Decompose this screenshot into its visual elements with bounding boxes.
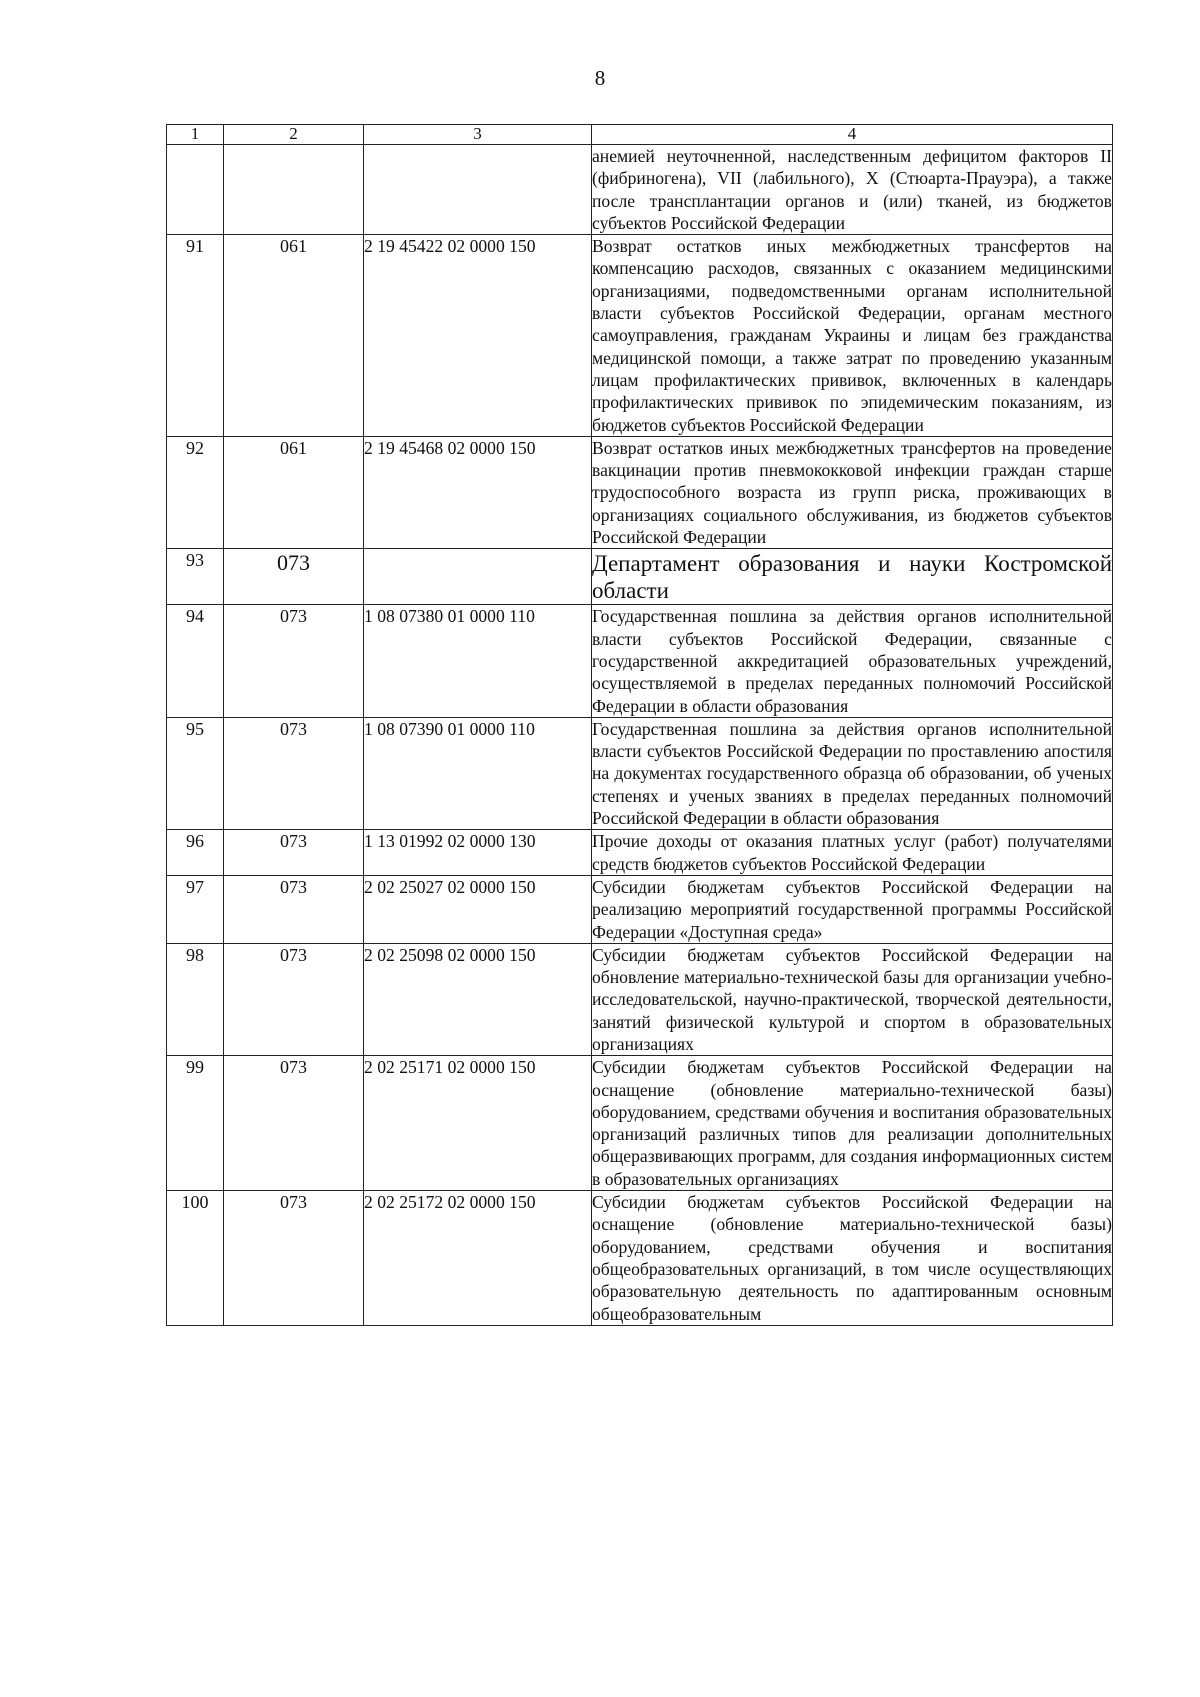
budget-classification-code: 2 19 45468 02 0000 150 <box>364 436 592 548</box>
table-row <box>167 717 1113 829</box>
table-row <box>167 943 1113 1055</box>
row-number: 94 <box>167 605 224 717</box>
budget-classification-code: 2 02 25171 02 0000 150 <box>364 1056 592 1191</box>
admin-code <box>224 145 364 235</box>
table-row <box>167 436 1113 548</box>
revenue-description: Субсидии бюджетам субъектов Российской Федерации на реализацию мероприятий государственной программы Российской Федерации «Доступная среда» <box>592 876 1112 942</box>
column-header-3: 3 <box>364 125 592 145</box>
admin-code: 061 <box>224 436 364 548</box>
table-row <box>167 145 1113 235</box>
row-number: 92 <box>167 436 224 548</box>
revenue-description: Субсидии бюджетам субъектов Российской Федерации на оснащение (обновление материально-технической базы) оборудованием, средствами обучения и воспитания образовательных организаций различных типов для реализации дополнительных общеразвивающих программ, для создания информационных систем в образовательных организациях <box>592 1057 1112 1189</box>
budget-classification-code: 2 02 25027 02 0000 150 <box>364 875 592 943</box>
row-number: 100 <box>167 1191 224 1326</box>
row-number: 97 <box>167 875 224 943</box>
table-header-row <box>167 125 1113 145</box>
row-number: 98 <box>167 943 224 1055</box>
row-number <box>167 145 224 235</box>
admin-code: 073 <box>224 1191 364 1326</box>
table-row <box>167 875 1113 943</box>
table-row <box>167 830 1113 876</box>
revenue-description: Субсидии бюджетам субъектов Российской Федерации на оснащение (обновление материально-технической базы) оборудованием, средствами обучения и воспитания общеобразовательных организаций, в том числе осуществляющих образовательную деятельность по адаптированным основным общеобразовательным <box>592 1192 1112 1324</box>
table-row-department-heading <box>167 549 1113 605</box>
column-header-4: 4 <box>592 125 1113 145</box>
admin-code: 073 <box>224 605 364 717</box>
table-row <box>167 1056 1113 1191</box>
table-row <box>167 1191 1113 1326</box>
budget-classification-code <box>364 549 592 605</box>
column-header-1: 1 <box>167 125 224 145</box>
admin-code: 073 <box>224 875 364 943</box>
revenue-description: Субсидии бюджетам субъектов Российской Федерации на обновление материально-технической базы для организации учебно-исследовательской, научно-практической, творческой деятельности, занятий физической культурой и спортом в образовательных организациях <box>592 944 1112 1054</box>
admin-code: 061 <box>224 235 364 437</box>
revenue-description: Возврат остатков иных межбюджетных трансфертов на проведение вакцинации против пневмококковой инфекции граждан старше трудоспособного возраста из групп риска, проживающих в организациях социального обслуживания, из бюджетов субъектов Российской Федерации <box>592 437 1112 548</box>
revenue-description: анемией неуточненной, наследственным дефицитом факторов II (фибриногена), VII (лабильного), X (Стюарта-Прауэра), а также после трансплантации органов и (или) тканей, из бюджетов субъектов Российской Федерации <box>592 146 1112 233</box>
admin-code: 073 <box>224 830 364 876</box>
table-row <box>167 235 1113 437</box>
budget-classification-code: 2 02 25098 02 0000 150 <box>364 943 592 1055</box>
admin-code: 073 <box>224 717 364 829</box>
admin-code: 073 <box>224 943 364 1055</box>
row-number: 93 <box>167 549 224 605</box>
revenue-description: Государственная пошлина за действия органов исполнительной власти субъектов Российской Федерации, связанные с государственной аккредитацией образовательных учреждений, осуществляемой в пределах переданных полномочий Российской Федерации в области образования <box>592 606 1112 716</box>
revenue-description: Возврат остатков иных межбюджетных трансфертов на компенсацию расходов, связанных с оказанием медицинскими организациями, подведомственными органам исполнительной власти субъектов Российской Федерации, органам местного самоуправления, гражданам Украины и лицам без гражданства медицинской помощи, а также затрат по проведению указанным лицам профилактических прививок, включенных в календарь профилактических прививок по эпидемическим показаниям, из бюджетов субъектов Российской Федерации <box>592 236 1112 435</box>
row-number: 91 <box>167 235 224 437</box>
revenue-description: Прочие доходы от оказания платных услуг (работ) получателями средств бюджетов субъектов Российской Федерации <box>592 831 1112 874</box>
revenue-description: Государственная пошлина за действия органов исполнительной власти субъектов Российской Федерации по проставлению апостиля на документах государственного образца об образовании, об ученых степенях и ученых званиях в пределах переданных полномочий Российской Федерации в области образования <box>592 718 1112 829</box>
column-header-2: 2 <box>224 125 364 145</box>
budget-classification-code: 2 19 45422 02 0000 150 <box>364 235 592 437</box>
admin-code: 073 <box>224 1056 364 1191</box>
row-number: 96 <box>167 830 224 876</box>
revenue-codes-table <box>166 124 1113 1326</box>
department-heading: Департамент образования и науки Костромской области <box>592 549 1113 605</box>
budget-classification-code: 2 02 25172 02 0000 150 <box>364 1191 592 1326</box>
budget-classification-code <box>364 145 592 235</box>
budget-classification-code: 1 08 07390 01 0000 110 <box>364 717 592 829</box>
row-number: 95 <box>167 717 224 829</box>
budget-classification-code: 1 08 07380 01 0000 110 <box>364 605 592 717</box>
admin-code: 073 <box>224 549 364 605</box>
table-row <box>167 605 1113 717</box>
budget-classification-code: 1 13 01992 02 0000 130 <box>364 830 592 876</box>
row-number: 99 <box>167 1056 224 1191</box>
page-number: 8 <box>594 66 606 90</box>
